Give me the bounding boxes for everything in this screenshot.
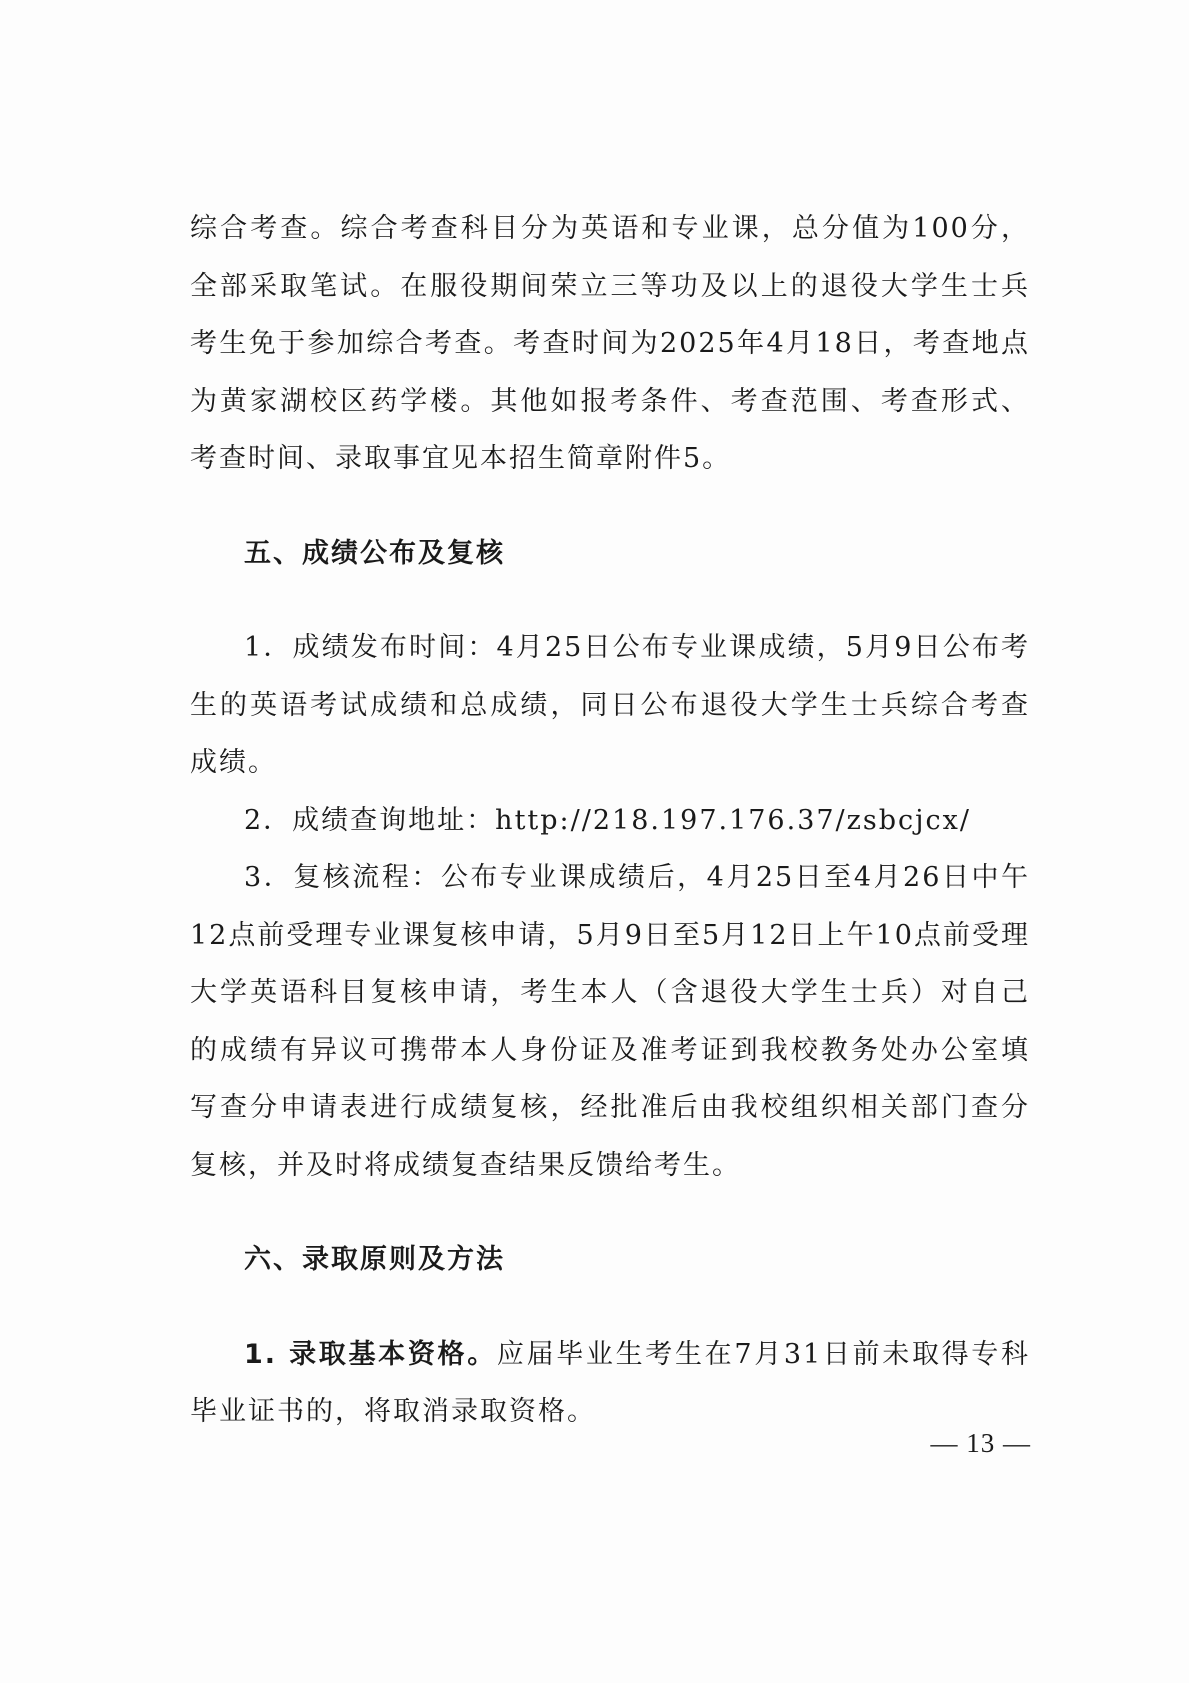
admission-eligibility-lead: 1. 录取基本资格。 [244,1338,497,1370]
admission-eligibility-body: 应届毕业生考生在7月31日前未取得专科毕业证书的，将取消录取资格。 [190,1338,1030,1427]
section-heading-score-release: 五、成绩公布及复核 [244,537,505,569]
score-release-time-paragraph: 1．成绩发布时间：4月25日公布专业课成绩，5月9日公布考生的英语考试成绩和总成绩，同日公布退役大学生士兵综合考查成绩。 [190,632,1030,778]
admission-eligibility-paragraph [190,1326,1030,1441]
page-number: — 13 — [930,1428,1031,1458]
continuation-paragraph: 综合考查。综合考查科目分为英语和专业课，总分值为100分，全部采取笔试。在服役期间荣立三等功及以上的退役大学生士兵考生免于参加综合考查。考查时间为2025年4月18日，考查地点为黄家湖校区药学楼。其他如报考条件、考查范围、考查形式、考查时间、录取事宜见本招生简章附件5。 [190,213,1030,474]
section-heading-admission-principles: 六、录取原则及方法 [244,1244,505,1275]
review-process-paragraph: 3．复核流程：公布专业课成绩后，4月25日至4月26日中午12点前受理专业课复核申请，5月9日至5月12日上午10点前受理大学英语科目复核申请，考生本人（含退役大学生士兵）对自己的成绩有异议可携带本人身份证及准考证到我校教务处办公室填写查分申请表进行成绩复核，经批准后由我校组织相关部门查分复核，并及时将成绩复查结果反馈给考生。 [190,862,1030,1181]
score-query-address-paragraph: 2．成绩查询地址：http://218.197.176.37/zsbcjcx/ [244,804,971,836]
document-body [190,200,1030,1441]
